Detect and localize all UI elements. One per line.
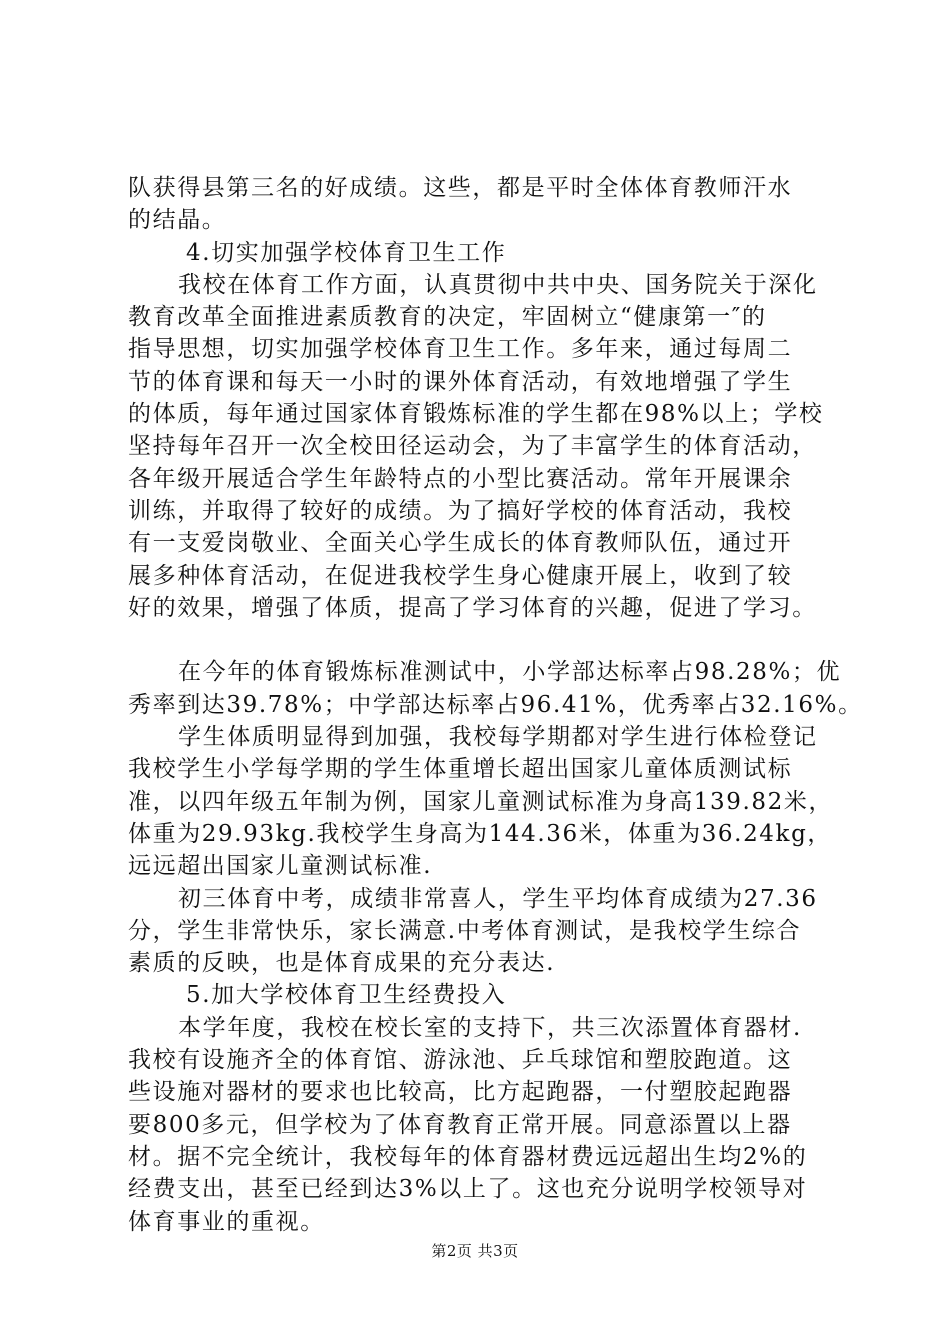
text-line: 在今年的体育锻炼标准测试中，小学部达标率占98.28%；优 <box>178 659 842 686</box>
text-line: 的体质，每年通过国家体育锻炼标准的学生都在98%以上；学校 <box>128 401 824 428</box>
text-line: 秀率到达39.78%；中学部达标率占96.41%，优秀率占32.16%。 <box>128 691 863 718</box>
text-line: 各年级开展适合学生年龄特点的小型比赛活动。常年开展课余 <box>128 465 793 492</box>
text-line: 要800多元，但学校为了体育教育正常开展。同意添置以上器 <box>128 1111 792 1138</box>
text-line: 经费支出，甚至已经到达3%以上了。这也充分说明学校领导对 <box>128 1176 808 1203</box>
text-line: 本学年度，我校在校长室的支持下，共三次添置体育器材. <box>178 1014 802 1041</box>
text-line: 有一支爱岗敬业、全面关心学生成长的体育教师队伍，通过开 <box>128 530 793 557</box>
text-line: 展多种体育活动，在促进我校学生身心健康开展上，收到了较 <box>128 562 793 589</box>
text-line: 我校在体育工作方面，认真贯彻中共中央、国务院关于深化 <box>178 271 818 298</box>
section-heading-4: 4.切实加强学校体育卫生工作 <box>186 239 507 266</box>
text-line: 分，学生非常快乐，家长满意.中考体育测试，是我校学生综合 <box>128 917 802 944</box>
text-line: 素质的反映，也是体育成果的充分表达. <box>128 950 556 977</box>
text-line: 坚持每年召开一次全校田径运动会，为了丰富学生的体育活动， <box>128 433 817 460</box>
text-line: 我校有设施齐全的体育馆、游泳池、乒乓球馆和塑胶跑道。这 <box>128 1047 793 1074</box>
text-line: 些设施对器材的要求也比较高，比方起跑器，一付塑胶起跑器 <box>128 1079 793 1106</box>
text-line: 远远超出国家儿童测试标准. <box>128 853 433 880</box>
text-line: 的结晶。 <box>128 207 227 234</box>
text-line: 学生体质明显得到加强，我校每学期都对学生进行体检登记 <box>178 724 818 751</box>
section-heading-5: 5.加大学校体育卫生经费投入 <box>186 982 507 1009</box>
text-line: 好的效果，增强了体质，提高了学习体育的兴趣，促进了学习。 <box>128 594 817 621</box>
text-line: 指导思想，切实加强学校体育卫生工作。多年来，通过每周二 <box>128 336 793 363</box>
text-line: 节的体育课和每天一小时的课外体育活动，有效地增强了学生 <box>128 368 793 395</box>
page-footer: 第2页 共3页 <box>431 1242 519 1260</box>
text-line: 准，以四年级五年制为例，国家儿童测试标准为身高139.82米， <box>128 788 834 815</box>
text-line: 体重为29.93kg.我校学生身高为144.36米，体重为36.24kg， <box>128 820 832 847</box>
paragraph-gap <box>128 624 858 656</box>
text-line: 体育事业的重视。 <box>128 1208 325 1235</box>
text-line: 训练，并取得了较好的成绩。为了搞好学校的体育活动，我校 <box>128 497 793 524</box>
text-line: 材。据不完全统计，我校每年的体育器材费远远超出生均2%的 <box>128 1143 808 1170</box>
text-line: 教育改革全面推进素质教育的决定，牢固树立“健康第一″的 <box>128 304 767 331</box>
text-line: 初三体育中考，成绩非常喜人，学生平均体育成绩为27.36 <box>178 885 818 912</box>
document-body <box>128 172 863 1238</box>
text-line: 队获得县第三名的好成绩。这些，都是平时全体体育教师汗水 <box>128 175 793 201</box>
text-line: 我校学生小学每学期的学生体重增长超出国家儿童体质测试标 <box>128 756 793 783</box>
